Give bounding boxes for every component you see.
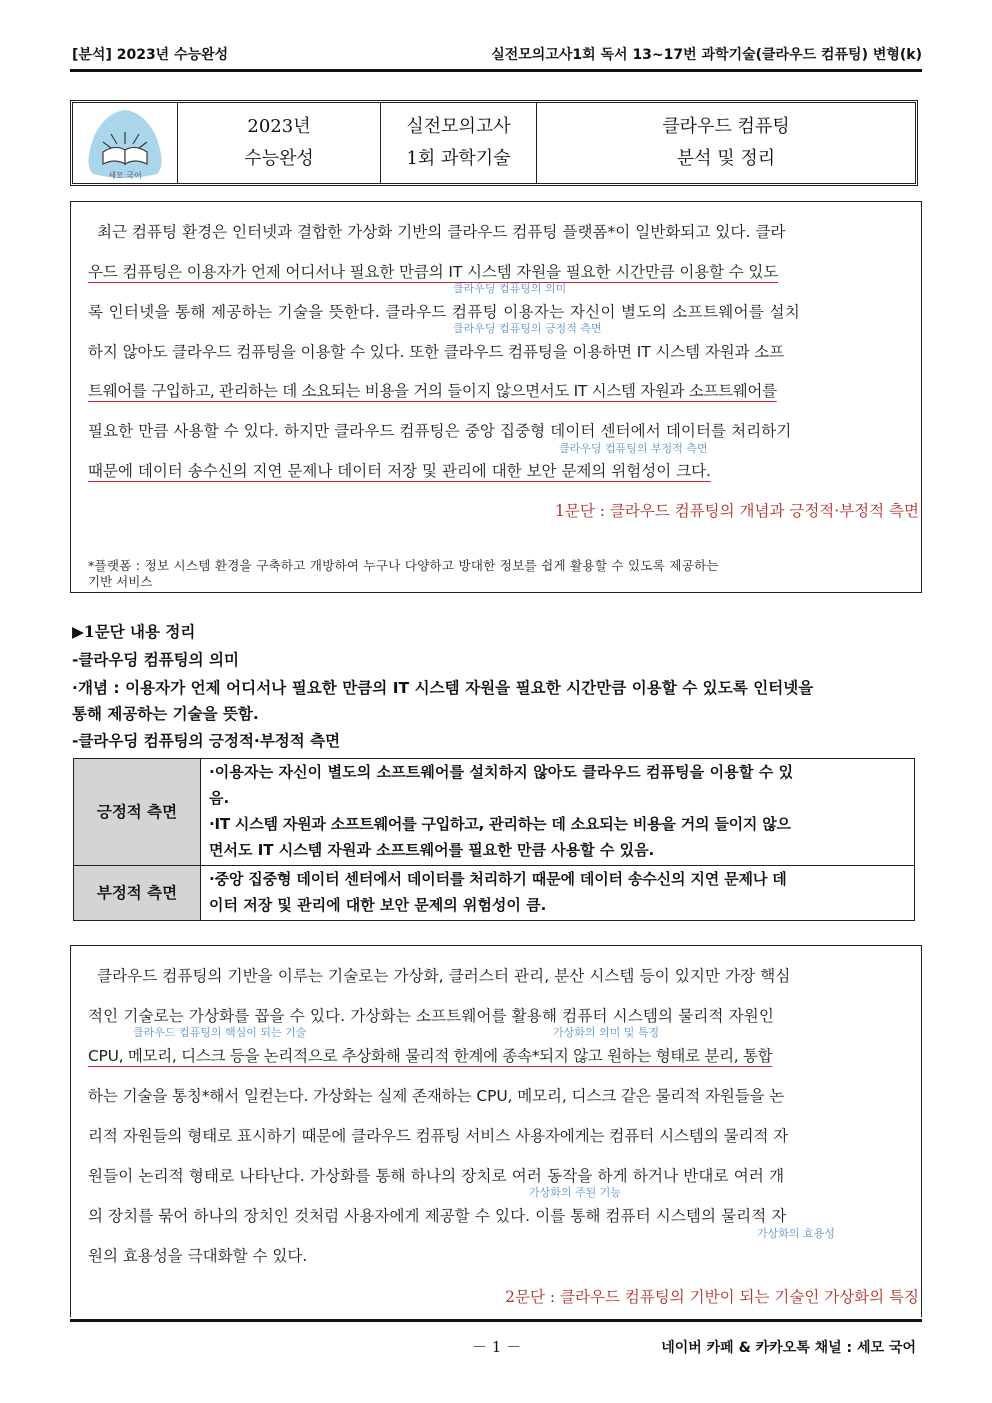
annotation-note: 클라우딩 컴퓨팅의 의미 [453,282,567,295]
annotation-note: 가상화의 주된 기능 [529,1186,622,1199]
negative-label: 부정적 측면 [74,866,201,921]
table-row [74,866,915,921]
summary-sub-meaning: -클라우딩 컴퓨팅의 의미 [72,651,239,669]
footnote-line: 기반 서비스 [88,574,153,589]
positive-label: 긍정적 측면 [74,759,201,866]
p2-line: 원의 효용성을 극대화할 수 있다. [88,1247,308,1265]
p2-line: 적인 기술로는 가상화를 꼽을 수 있다. 가상화는 소프트웨어를 활용해 컴퓨터 시스템의 물리적 자원인 [88,1007,775,1025]
p1-line: 하지 않아도 클라우드 컴퓨팅을 이용할 수 있다. 또한 클라우드 컴퓨팅을 이용하면 IT 시스템 자원과 소프 [88,343,785,361]
paragraph-1-summary: 1문단 : 클라우드 컴퓨팅의 개념과 긍정적·부정적 측면 [554,502,919,520]
p2-line: CPU, 메모리, 디스크 등을 논리적으로 추상화해 물리적 한계에 종속*되지 않고 원하는 형태로 분리, 통합 [88,1047,773,1065]
p1-line: 록 인터넷을 통해 제공하는 기술을 뜻한다. 클라우드 컴퓨팅 이용자는 자신이 별도의 소프트웨어를 설치 [88,303,801,321]
paragraph-1-box [70,201,922,593]
footer-channel: 네이버 카페 & 카카오톡 채널 : 세모 국어 [661,1340,916,1356]
table-row [74,759,915,866]
annotation-note: 가상화의 의미 및 특징 [553,1026,660,1039]
summary-heading: ▶1문단 내용 정리 [72,622,196,641]
p1-line: 필요한 만큼 사용할 수 있다. 하지만 클라우드 컴퓨팅은 중앙 집중형 데이터 센터에서 데이터를 처리하기 [88,422,792,440]
title-cell-exam: 2023년 수능완성 [178,103,381,183]
annotation-note: 클라우딩 컴퓨팅의 긍정적 측면 [453,322,602,335]
negative-content: ·중앙 집중형 데이터 센터에서 데이터를 처리하기 때문에 데이터 송수신의 지연 문제나 데 이터 저장 및 관리에 대한 보안 문제의 위험성이 큼. [201,866,915,921]
p1-line: 때문에 데이터 송수신의 지연 문제나 데이터 저장 및 관리에 대한 보안 문제의 위험성이 크다. [88,462,711,480]
footer-rule [70,1319,922,1322]
header-right: 실전모의고사1회 독서 13~17번 과학기술(클라우드 컴퓨팅) 변형(k) [491,47,922,63]
positive-content: ·이용자는 자신이 별도의 소프트웨어를 설치하지 않아도 클라우드 컴퓨팅을 이용할 수 있 음. ·IT 시스템 자원과 소프트웨어를 구입하고, 관리하는 데 소요되는 비용을 거의 들이지 않으 면서도 IT 시스템 자원과 소프트웨어를 필요한 만큼 사용할 수 있음. [201,759,915,866]
header-rule [70,69,922,72]
p1-line: 트웨어를 구입하고, 관리하는 데 소요되는 비용을 거의 들이지 않으면서도 IT 시스템 자원과 소프트웨어를 [88,382,777,400]
summary-concept-line: ·개념 : 이용자가 언제 어디서나 필요한 만큼의 IT 시스템 자원을 필요한 시간만큼 이용할 수 있도록 인터넷을 [72,679,814,697]
annotation-note: 가상화의 효용성 [757,1227,835,1240]
p1-line: 최근 컴퓨팅 환경은 인터넷과 결합한 가상화 기반의 클라우드 컴퓨팅 플랫폼*이 일반화되고 있다. 클라 [97,223,786,241]
svg-text:세모 국어: 세모 국어 [108,171,142,180]
p2-line: 클라우드 컴퓨팅의 기반을 이루는 기술로는 가상화, 클러스터 관리, 분산 시스템 등이 있지만 가장 핵심 [97,967,791,985]
paragraph-2-summary: 2문단 : 클라우드 컴퓨팅의 기반이 되는 기술인 가상화의 특징 [505,1288,919,1306]
p2-line: 리적 자원들의 형태로 표시하기 때문에 클라우드 컴퓨팅 서비스 사용자에게는 컴퓨터 시스템의 물리적 자 [88,1127,789,1145]
annotation-note: 클라우드 컴퓨팅의 핵심이 되는 기술 [133,1026,307,1039]
title-table [70,100,918,186]
aspects-table [73,758,915,921]
footnote-line: *플랫폼 : 정보 시스템 환경을 구축하고 개방하여 누구나 다양하고 방대한 정보를 쉽게 활용할 수 있도록 제공하는 [88,558,719,573]
header-left: [분석] 2023년 수능완성 [72,47,229,63]
p1-line: 우드 컴퓨팅은 이용자가 언제 어디서나 필요한 만큼의 IT 시스템 자원을 필요한 시간만큼 이용할 수 있도 [88,263,779,281]
page-number: － 1 － [472,1338,522,1356]
paragraph-2-box [70,945,922,1317]
annotation-note: 클라우딩 컴퓨팅의 부정적 측면 [559,442,708,455]
book-logo-icon [83,104,167,182]
summary-sub-aspects: -클라우딩 컴퓨팅의 긍정적·부정적 측면 [72,732,341,750]
logo-cell [73,103,178,183]
p2-line: 하는 기술을 통칭*해서 일컫는다. 가상화는 실제 존재하는 CPU, 메모리, 디스크 같은 물리적 자원들을 논 [88,1087,785,1105]
title-cell-test: 실전모의고사 1회 과학기술 [381,103,537,183]
p2-line: 의 장치를 묶어 하나의 장치인 것처럼 사용자에게 제공할 수 있다. 이를 통해 컴퓨터 시스템의 물리적 자 [88,1207,787,1225]
p2-line: 원들이 논리적 형태로 나타난다. 가상화를 통해 하나의 장치로 여러 동작을 하게 하거나 반대로 여러 개 [88,1167,785,1185]
summary-concept-line: 통해 제공하는 기술을 뜻함. [72,705,259,723]
title-cell-topic: 클라우드 컴퓨팅 분석 및 정리 [662,116,790,169]
